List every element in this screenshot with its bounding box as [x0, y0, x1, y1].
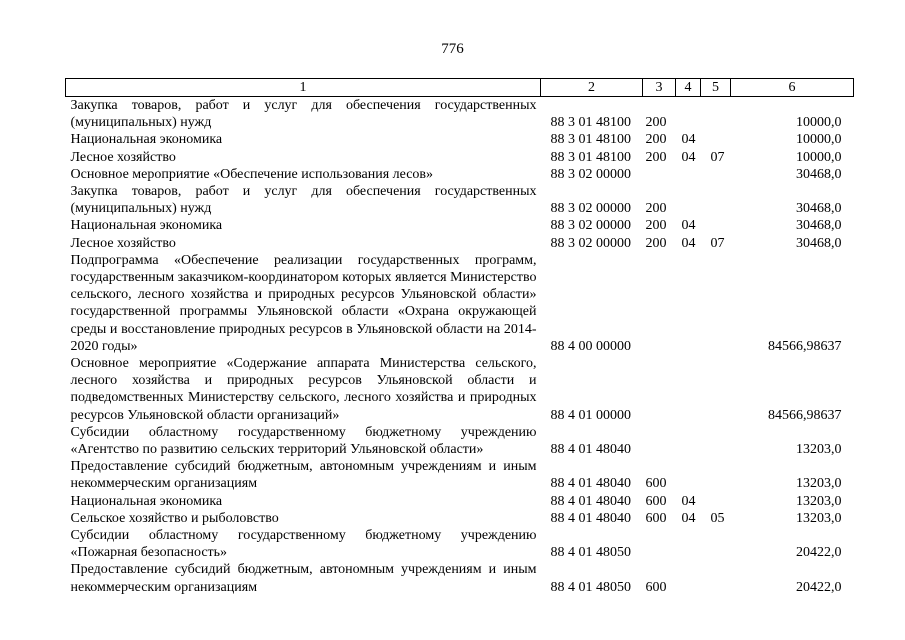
table-row	[66, 493, 854, 510]
row-expense-type: 200	[645, 235, 667, 251]
row-section	[676, 424, 701, 458]
row-name: Национальная экономика	[70, 218, 223, 234]
row-amount: 20422,0	[796, 545, 842, 561]
header-col-5: 5	[701, 79, 731, 97]
row-subsection	[701, 131, 731, 148]
row-section	[676, 355, 701, 424]
table-row	[66, 131, 854, 148]
header-col-6: 6	[731, 79, 854, 97]
table-row	[66, 527, 854, 561]
header-col-3: 3	[643, 79, 676, 97]
row-amount: 13203,0	[796, 493, 842, 509]
row-target-code: 88 3 01 48100	[550, 132, 631, 148]
row-name: Закупка товаров, работ и услуг для обеспечения государственных (муниципальных) нужд	[70, 184, 537, 217]
row-expense-type	[643, 527, 676, 561]
row-section	[676, 561, 701, 595]
row-subsection	[701, 561, 731, 595]
row-amount: 30468,0	[796, 218, 842, 234]
row-subsection	[701, 527, 731, 561]
row-section	[676, 458, 701, 492]
row-name: Национальная экономика	[70, 132, 223, 148]
header-col-4: 4	[676, 79, 701, 97]
row-amount: 20422,0	[796, 579, 842, 595]
page-number: 776	[441, 41, 464, 57]
row-amount: 13203,0	[796, 510, 842, 526]
row-section: 04	[681, 149, 696, 165]
row-section: 04	[681, 235, 696, 251]
row-amount: 84566,98637	[768, 338, 842, 354]
row-expense-type: 600	[645, 493, 667, 509]
row-target-code: 88 4 01 48040	[550, 493, 631, 509]
table-row	[66, 510, 854, 527]
row-amount: 30468,0	[796, 235, 842, 251]
table-row	[66, 252, 854, 355]
row-name: Основное мероприятие «Содержание аппарата Министерства сельского, лесного хозяйства и природных ресурсов Ульяновской области и подведомственных Министерству сельского, лесного хозяйства и природных ресурсов Ульяновской области организаций»	[70, 356, 537, 423]
row-subsection	[701, 166, 731, 183]
row-amount: 10000,0	[796, 132, 842, 148]
row-subsection	[701, 424, 731, 458]
row-name: Национальная экономика	[70, 493, 223, 509]
row-target-code: 88 3 01 48100	[550, 149, 631, 165]
table-row	[66, 561, 854, 595]
row-section: 04	[681, 493, 696, 509]
table-row	[66, 355, 854, 424]
table-row	[66, 458, 854, 492]
row-name: Основное мероприятие «Обеспечение использования лесов»	[70, 166, 434, 182]
row-expense-type: 600	[645, 476, 667, 492]
row-subsection	[701, 252, 731, 355]
header-col-1: 1	[66, 79, 541, 97]
table-row	[66, 166, 854, 183]
row-amount: 84566,98637	[768, 407, 842, 423]
row-name: Субсидии областному государственному бюджетному учреждению «Агентство по развитию сельских территорий Ульяновской области»	[70, 424, 537, 458]
row-amount: 30468,0	[796, 166, 842, 182]
row-target-code: 88 3 02 00000	[550, 201, 631, 217]
row-expense-type: 200	[645, 149, 667, 165]
row-section: 04	[681, 132, 696, 148]
table-row	[66, 183, 854, 217]
row-target-code: 88 4 00 00000	[550, 338, 631, 354]
row-name: Закупка товаров, работ и услуг для обеспечения государственных (муниципальных) нужд	[70, 98, 537, 131]
row-expense-type: 600	[645, 579, 667, 595]
row-expense-type	[643, 252, 676, 355]
table-row	[66, 235, 854, 252]
row-target-code: 88 4 01 48050	[550, 579, 631, 595]
row-amount: 30468,0	[796, 201, 842, 217]
row-target-code: 88 3 01 48100	[550, 115, 631, 131]
row-expense-type: 200	[645, 218, 667, 234]
row-amount: 10000,0	[796, 115, 842, 131]
row-name: Лесное хозяйство	[70, 235, 176, 251]
row-section	[676, 166, 701, 183]
row-subsection	[701, 458, 731, 492]
row-name: Предоставление субсидий бюджетным, автономным учреждениям и иным некоммерческим организациям	[70, 459, 537, 492]
row-target-code: 88 3 02 00000	[550, 218, 631, 234]
row-name: Лесное хозяйство	[70, 149, 176, 165]
row-expense-type: 600	[645, 510, 667, 526]
row-subsection	[701, 217, 731, 234]
row-subsection	[701, 97, 731, 132]
row-name: Сельское хозяйство и рыболовство	[70, 510, 279, 526]
row-section: 04	[681, 510, 696, 526]
budget-table	[65, 78, 854, 596]
row-expense-type	[643, 424, 676, 458]
row-name: Субсидии областному государственному бюджетному учреждению «Пожарная безопасность»	[70, 528, 537, 561]
row-amount: 10000,0	[796, 149, 842, 165]
row-section	[676, 97, 701, 132]
row-section	[676, 527, 701, 561]
row-subsection	[701, 493, 731, 510]
row-expense-type: 200	[645, 132, 667, 148]
header-col-2: 2	[541, 79, 643, 97]
table-row	[66, 424, 854, 458]
table-row	[66, 149, 854, 166]
row-target-code: 88 4 01 48040	[550, 510, 631, 526]
row-subsection: 07	[710, 235, 725, 251]
row-name: Подпрограмма «Обеспечение реализации государственных программ, государственным заказчиком-координатором которых является Министерство сельского, лесного хозяйства и природных ресурсов Ульяновской области» государственной программы Ульяновской области «Охрана окружающей среды и восстановление природных ресурсов в Ульяновской области на 2014-2020 годы»	[70, 252, 537, 354]
row-section	[676, 252, 701, 355]
row-subsection: 05	[710, 510, 725, 526]
row-subsection	[701, 355, 731, 424]
row-expense-type: 200	[645, 115, 667, 131]
row-expense-type	[643, 166, 676, 183]
row-subsection	[701, 183, 731, 217]
row-section: 04	[681, 218, 696, 234]
row-expense-type	[643, 355, 676, 424]
table-row	[66, 97, 854, 132]
table-row	[66, 217, 854, 234]
row-target-code: 88 4 01 48050	[550, 545, 631, 561]
row-target-code: 88 3 02 00000	[550, 166, 631, 182]
row-target-code: 88 4 01 00000	[550, 407, 631, 423]
row-expense-type: 200	[645, 201, 667, 217]
row-name: Предоставление субсидий бюджетным, автономным учреждениям и иным некоммерческим организациям	[70, 562, 537, 595]
header-row	[66, 79, 854, 97]
row-amount: 13203,0	[796, 476, 842, 492]
row-section	[676, 183, 701, 217]
row-target-code: 88 4 01 48040	[550, 442, 631, 458]
row-target-code: 88 3 02 00000	[550, 235, 631, 251]
row-amount: 13203,0	[796, 442, 842, 458]
row-target-code: 88 4 01 48040	[550, 476, 631, 492]
row-subsection: 07	[710, 149, 725, 165]
